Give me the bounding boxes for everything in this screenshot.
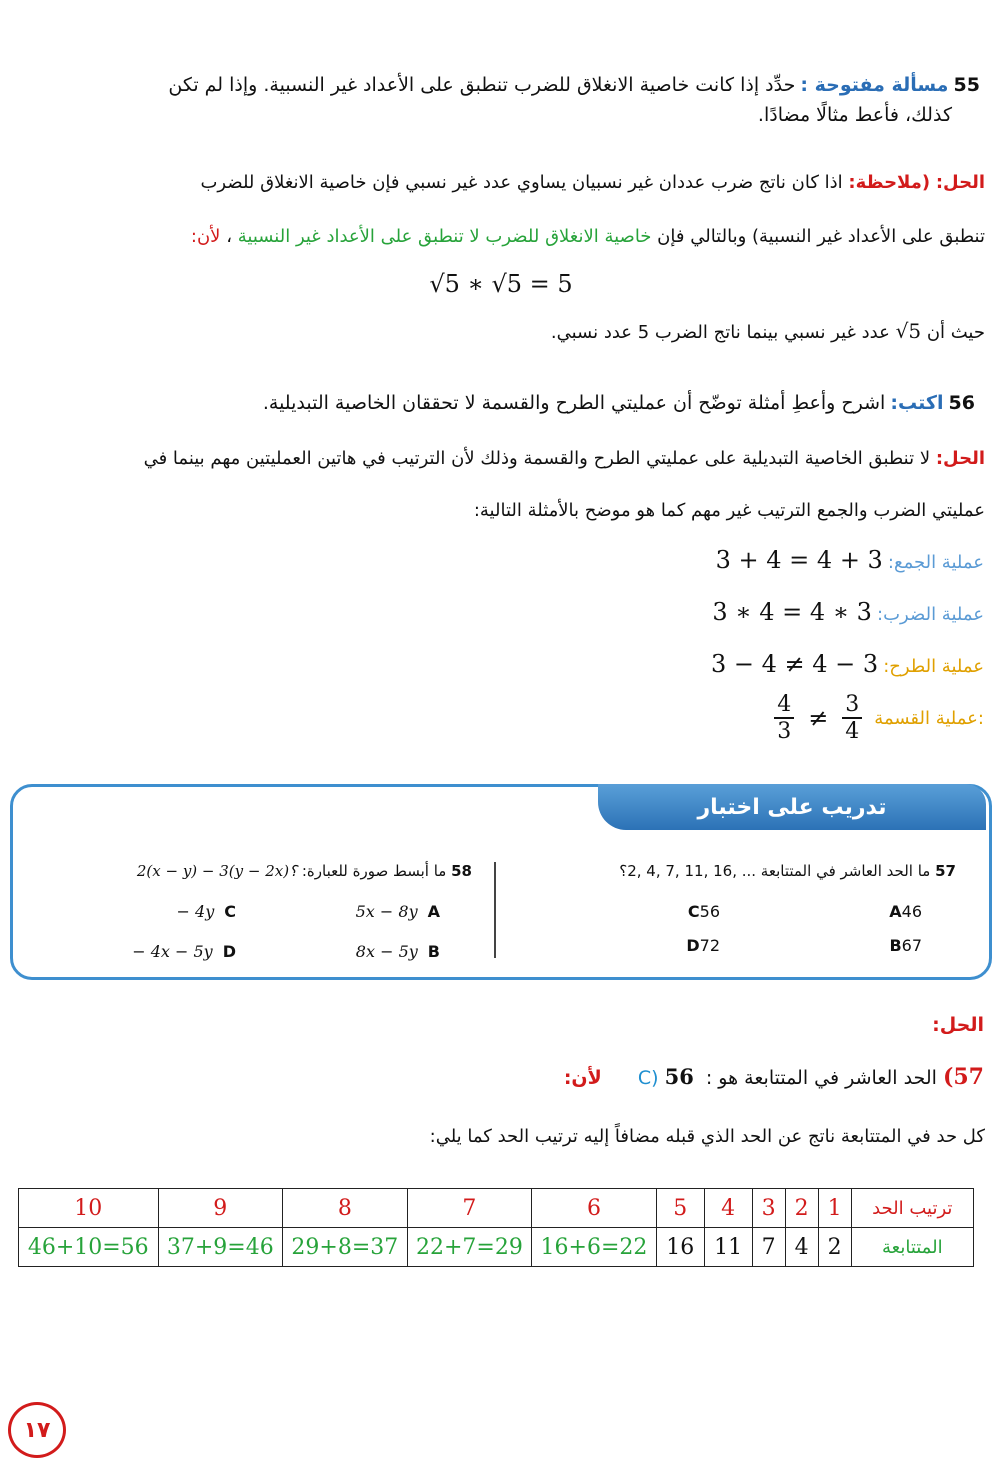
denominator: 4 [845,719,860,744]
choice-value: 67 [901,936,922,955]
table-cell: 22+7=29 [407,1228,532,1267]
table-cell: 29+8=37 [283,1228,408,1267]
table-cell: 2 [785,1189,818,1228]
choice-value: 46 [901,902,922,921]
choice-58-A[interactable] [356,902,440,921]
choice-letter: B [889,936,902,955]
table-cell: 10 [19,1189,159,1228]
solution-56-line2 [12,498,985,524]
choice-57-D[interactable] [676,936,720,955]
table-cell: 2 [818,1228,851,1267]
question-text: حدِّد إذا كانت خاصية الانغلاق للضرب تنطبق على الأعداد غير النسبية. وإذا لم تكن [168,74,796,96]
solution-text: تنطبق على الأعداد غير النسبية) وبالتالي فإن [657,226,985,247]
equation-sqrt5: √5 ∗ √5 = 5 [429,270,573,298]
choice-value: − 4x − 5y [132,942,213,961]
solution-highlight: خاصية الانغلاق للضرب لا تنطبق على الأعداد غير النسبية [237,226,652,247]
solution-heading: الحل: [935,172,985,193]
op-math: 3 − 4 ≠ 4 − 3 [710,650,879,678]
op-math: 3 ∗ 4 = 4 ∗ 3 [712,598,872,626]
table-cell: 9 [158,1189,283,1228]
table-row-terms [19,1228,974,1267]
page-number: ١٧ [8,1402,66,1458]
note-label: (ملاحظة: [848,172,931,193]
op-label: عملية الضرب: [877,604,984,625]
choice-57-B[interactable] [879,936,922,955]
choice-letter: B [427,942,440,961]
table-cell: 4 [785,1228,818,1267]
answer-text: الحد العاشر في المتتابعة هو : [705,1067,937,1089]
solution-57-answer [564,1064,984,1090]
solution-56-line1 [12,446,985,472]
choice-letter: C [224,902,236,921]
denominator: 3 [777,719,792,744]
numerator: 4 [777,692,792,717]
choice-57-A[interactable] [879,902,922,921]
answer-letter: C) [637,1067,659,1089]
comma: ، [226,226,232,247]
question-number: 57 [935,862,956,880]
because-label: لأن: [190,226,221,247]
choice-letter: C [687,902,700,921]
question-label: اكتب: [890,392,944,414]
op-label: عملية القسمة: [874,707,984,729]
fraction-4-3 [774,692,794,744]
question-text-cont: كذلك، فأعط مثالًا مضادًا. [757,104,952,126]
table-cell: 8 [283,1189,408,1228]
box-divider [494,862,496,958]
because-label: لأن: [563,1067,602,1089]
table-cell: 46+10=56 [19,1228,159,1267]
choice-value: 8x − 5y [355,942,418,961]
solution-55-line3 [12,318,985,346]
sqrt5-math: √5 [895,319,922,343]
table-cell: 3 [752,1189,785,1228]
op-multiplication [712,598,984,626]
choice-58-C[interactable] [177,902,236,921]
table-cell: 5 [656,1189,704,1228]
table-cell: 16+6=22 [532,1228,657,1267]
question-expr: 2(x − y) − 3(y − 2x)؟ [136,862,298,880]
table-cell: 37+9=46 [158,1228,283,1267]
question-number: 56 [948,392,975,414]
question-text: ما أبسط صورة للعبارة: [301,862,447,880]
question-number: 58 [451,862,472,880]
table-cell: 16 [656,1228,704,1267]
solution-text: اذا كان ناتج ضرب عددان غير نسبيان يساوي عدد غير نسبي فإن خاصية الانغلاق للضرب [200,172,843,193]
question-text: ما الحد العاشر في المتتابعة ... ,16 ,11 ,7 ,4 ,2؟ [619,862,931,880]
solution-55-line2 [12,224,985,250]
question-55 [20,74,980,126]
test-practice-title: تدريب على اختبار [598,784,986,830]
table-cell: 1 [818,1189,851,1228]
question-number: 55 [953,74,980,96]
choice-letter: A [427,902,440,921]
op-addition [716,546,984,574]
answer-value: 56 [664,1064,694,1089]
question-56 [20,392,975,414]
table-cell: 11 [704,1228,752,1267]
choice-58-B[interactable] [356,942,440,961]
fraction-3-4 [842,692,862,744]
question-text: اشرح وأعطِ أمثلة توضّح أن عمليتي الطرح والقسمة لا تحققان الخاصية التبديلية. [262,392,886,414]
solution-heading: الحل: [932,1014,984,1036]
not-equal: ≠ [808,704,829,732]
question-58 [60,862,472,880]
choice-letter: A [889,902,902,921]
op-label: عملية الطرح: [883,656,984,677]
choice-57-C[interactable] [678,902,720,921]
choice-58-D[interactable] [132,942,236,961]
table-cell: 7 [752,1228,785,1267]
table-cell: 7 [407,1189,532,1228]
table-row-order [19,1189,974,1228]
op-math: 3 + 4 = 4 + 3 [715,546,883,574]
choice-value: 56 [699,902,720,921]
op-division [774,692,984,744]
solution-55-line1 [12,170,985,196]
solution-text: حيث أن [926,322,985,343]
table-header-order: ترتيب الحد [851,1189,973,1228]
question-57 [510,862,956,880]
op-label: عملية الجمع: [887,552,984,573]
solution-text: عدد غير نسبي بينما ناتج الضرب 5 عدد نسبي. [550,322,890,343]
choice-value: 72 [699,936,720,955]
choice-value: − 4y [176,902,215,921]
table-cell: 4 [704,1189,752,1228]
choice-letter: D [222,942,236,961]
table-cell: 6 [532,1189,657,1228]
numerator: 3 [845,692,860,717]
choice-value: 5x − 8y [355,902,418,921]
solution-heading: الحل: [935,448,985,469]
op-subtraction [711,650,984,678]
table-header-sequence: المتتابعة [851,1228,973,1267]
answer-number: 57) [942,1064,984,1090]
solution-57-explain: كل حد في المتتابعة ناتج عن الحد الذي قبله مضافاً إليه ترتيب الحد كما يلي: [429,1126,985,1147]
sequence-table [18,1188,974,1267]
question-label: مسألة مفتوحة : [800,74,949,96]
choice-letter: D [686,936,700,955]
solution-text: عمليتي الضرب والجمع الترتيب غير مهم كما هو موضح بالأمثلة التالية: [473,500,985,521]
solution-text: لا تنطبق الخاصية التبديلية على عمليتي الطرح والقسمة وذلك لأن الترتيب في هاتين العمليتين مهم بينما في [143,448,931,469]
